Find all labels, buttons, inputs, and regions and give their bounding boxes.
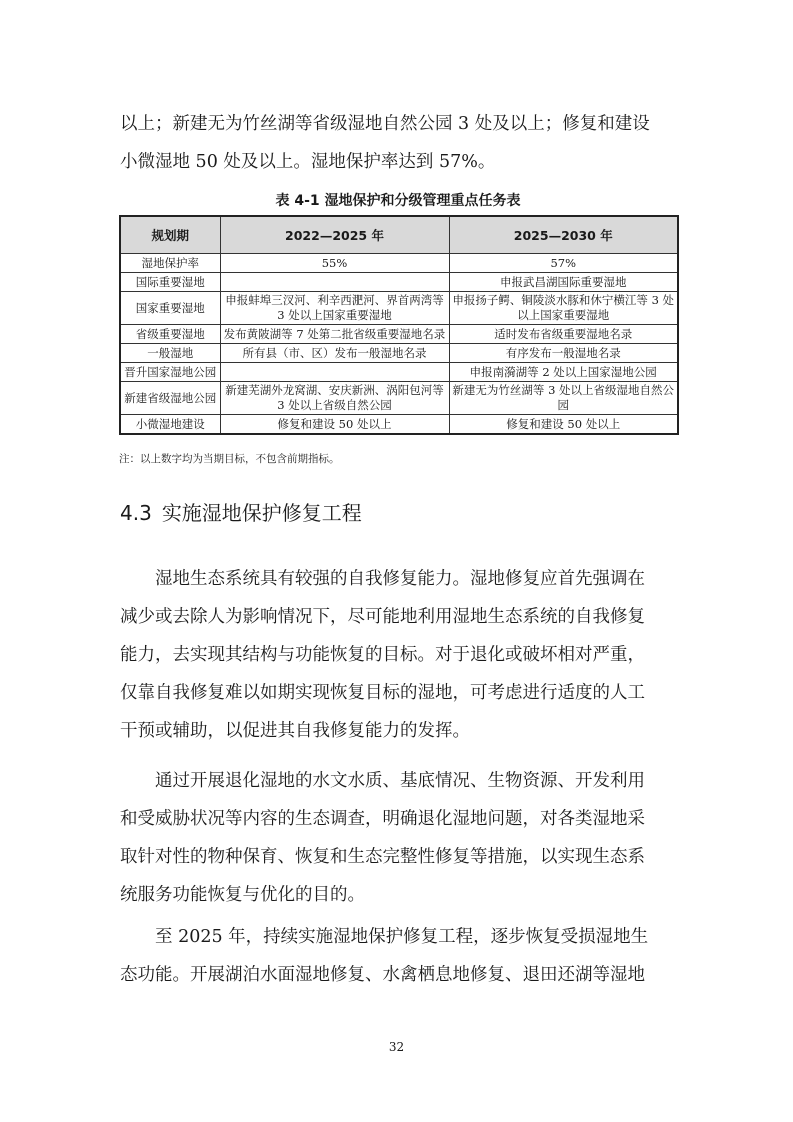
table-caption: 表 4-1 湿地保护和分级管理重点任务表 — [275, 193, 521, 209]
table-cell: 申报蚌埠三汊河、利辛西淝河、界首两湾等 3 处以上国家重要湿地 — [220, 292, 449, 325]
intro-paragraph — [120, 105, 676, 181]
text-line: 统服务功能恢复与优化的目的。 — [120, 885, 365, 905]
table-cell: 所有县（市、区）发布一般湿地名录 — [220, 344, 449, 363]
table-row — [120, 415, 678, 435]
table-cell: 省级重要湿地 — [120, 325, 220, 344]
text-line: 和受威胁状况等内容的生态调查，明确退化湿地问题，对各类湿地采 — [120, 809, 645, 829]
table-header-row — [120, 216, 678, 254]
table-cell: 国际重要湿地 — [120, 273, 220, 292]
table-cell: 发布黄陂湖等 7 处第二批省级重要湿地名录 — [220, 325, 449, 344]
task-table — [119, 215, 679, 435]
table-cell: 适时发布省级重要湿地名录 — [449, 325, 678, 344]
table-cell: 申报武昌湖国际重要湿地 — [449, 273, 678, 292]
table-cell: 国家重要湿地 — [120, 292, 220, 325]
table-row — [120, 292, 678, 325]
table-row — [120, 363, 678, 382]
header-cell-2025-2030: 2025—2030 年 — [449, 216, 678, 254]
text-line: 干预或辅助，以促进其自我修复能力的发挥。 — [120, 721, 470, 741]
table-cell: 57% — [449, 254, 678, 273]
table-cell — [220, 363, 449, 382]
table-cell: 修复和建设 50 处以上 — [220, 415, 449, 435]
table-note: 注：以上数字均为当期目标，不包含前期指标。 — [119, 453, 340, 465]
table-cell: 新建无为竹丝湖等 3 处以上省级湿地自然公园 — [449, 382, 678, 415]
table-cell: 晋升国家湿地公园 — [120, 363, 220, 382]
header-cell-period: 规划期 — [120, 216, 220, 254]
table-row — [120, 382, 678, 415]
table-cell: 湿地保护率 — [120, 254, 220, 273]
text-line: 以上；新建无为竹丝湖等省级湿地自然公园 3 处及以上；修复和建设 — [120, 114, 650, 134]
text-line: 取针对性的物种保育、恢复和生态完整性修复等措施，以实现生态系 — [120, 847, 645, 867]
table-cell: 小微湿地建设 — [120, 415, 220, 435]
table-cell: 修复和建设 50 处以上 — [449, 415, 678, 435]
table-row — [120, 273, 678, 292]
body-paragraph-2 — [120, 762, 676, 914]
body-paragraph-1 — [120, 560, 676, 750]
table-cell: 申报南漪湖等 2 处以上国家湿地公园 — [449, 363, 678, 382]
header-cell-2022-2025: 2022—2025 年 — [220, 216, 449, 254]
table-cell: 申报扬子鳄、铜陵淡水豚和休宁横江等 3 处以上国家重要湿地 — [449, 292, 678, 325]
text-line: 湿地生态系统具有较强的自我修复能力。湿地修复应首先强调在 — [155, 569, 645, 589]
table-row — [120, 254, 678, 273]
section-heading — [120, 497, 362, 526]
section-title: 实施湿地保护修复工程 — [161, 501, 362, 525]
text-line: 小微湿地 50 处及以上。湿地保护率达到 57%。 — [120, 152, 496, 172]
body-paragraph-3 — [120, 918, 676, 994]
table-cell: 新建芜湖外龙窝湖、安庆新洲、涡阳包河等 3 处以上省级自然公园 — [220, 382, 449, 415]
text-line: 通过开展退化湿地的水文水质、基底情况、生物资源、开发利用 — [155, 771, 645, 791]
text-line: 仅靠自我修复难以如期实现恢复目标的湿地，可考虑进行适度的人工 — [120, 683, 645, 703]
section-number: 4.3 — [120, 501, 152, 525]
text-line: 至 2025 年，持续实施湿地保护修复工程，逐步恢复受损湿地生 — [155, 927, 649, 947]
table-cell — [220, 273, 449, 292]
text-line: 态功能。开展湖泊水面湿地修复、水禽栖息地修复、退田还湖等湿地 — [120, 965, 645, 985]
table-cell: 新建省级湿地公园 — [120, 382, 220, 415]
table-cell: 一般湿地 — [120, 344, 220, 363]
table-cell: 55% — [220, 254, 449, 273]
table-row — [120, 344, 678, 363]
table-row — [120, 325, 678, 344]
table-cell: 有序发布一般湿地名录 — [449, 344, 678, 363]
text-line: 能力，去实现其结构与功能恢复的目标。对于退化或破坏相对严重， — [120, 645, 645, 665]
text-line: 减少或去除人为影响情况下，尽可能地利用湿地生态系统的自我修复 — [120, 607, 645, 627]
page-number: 32 — [388, 1040, 405, 1054]
